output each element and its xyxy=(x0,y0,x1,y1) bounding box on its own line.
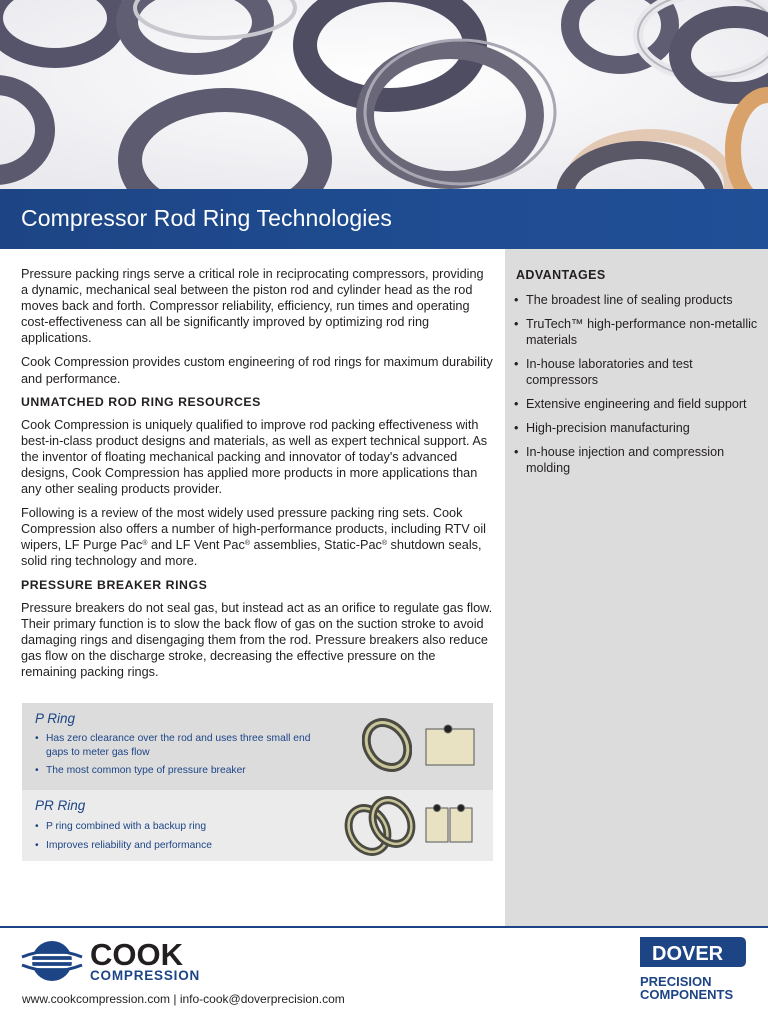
registered-mark: ® xyxy=(244,540,250,548)
advantage-item: • In-house injection and compression molding xyxy=(514,444,764,476)
advantage-item: • High-precision manufacturing xyxy=(514,420,764,436)
ring-bullet: • P ring combined with a backup ring xyxy=(35,820,335,834)
page-title: Compressor Rod Ring Technologies xyxy=(21,205,392,231)
dover-logo-mark xyxy=(640,937,750,1003)
hero-image xyxy=(0,0,768,190)
pr-ring-panel xyxy=(22,790,493,861)
ring-bullet: • The most common type of pressure breaker xyxy=(35,764,335,778)
p-ring-panel xyxy=(22,703,493,790)
advantage-text: TruTech™ high-performance non-metallic materials xyxy=(526,317,758,347)
dover-logo-text: DOVER xyxy=(652,943,724,965)
intro-paragraph: Pressure packing rings serve a critical role in reciprocating compressors, providing a dynamic, mechanical seal between the piston rod and cylinder head as the rod moves back and forth. Compressor reliability, efficiency, run times and operating cost-effectiveness can all be significantly improved by optimizing rod ring applications. xyxy=(21,267,484,346)
pr-ring-3d-icon xyxy=(344,794,418,858)
intro-paragraph: Cook Compression provides custom engineering of rod rings for maximum durability and performance. xyxy=(21,355,493,386)
rings-photo xyxy=(0,0,768,190)
section-heading: UNMATCHED ROD RING RESOURCES xyxy=(21,394,261,409)
dover-line2: COMPONENTS xyxy=(640,987,734,1002)
main-content xyxy=(21,266,493,688)
body-paragraph xyxy=(21,505,493,569)
p-ring-3d-icon xyxy=(362,717,412,773)
title-band xyxy=(0,189,768,249)
ring-title: P Ring xyxy=(35,711,76,726)
ring-bullet: • Has zero clearance over the rod and uses three small end gaps to meter gas flow xyxy=(35,732,335,759)
cook-compression-logo xyxy=(20,935,220,985)
pr-ring-section-icon xyxy=(424,802,476,846)
p-ring-section-icon xyxy=(424,721,476,767)
text-run: assemblies, Static-Pac xyxy=(249,538,382,553)
ring-bullet: • Improves reliability and performance xyxy=(35,839,335,853)
cook-logo-text: COOK xyxy=(90,937,183,972)
dover-logo xyxy=(640,937,750,1003)
dover-line1: PRECISION xyxy=(640,974,712,989)
registered-mark: ® xyxy=(381,540,388,548)
text-run: Following is a review of the most widely used pressure packing ring sets. Cook Compression also offers a number of high-performance products, including RTV oil wipers, LF Purge Pac xyxy=(21,506,486,553)
ring-title: PR Ring xyxy=(35,798,86,813)
advantages-heading: ADVANTAGES xyxy=(516,268,606,282)
advantage-item: • In-house laboratories and test compressors xyxy=(514,356,764,388)
advantage-item: • Extensive engineering and field support xyxy=(514,396,764,412)
footer-divider xyxy=(0,926,768,928)
section-heading: PRESSURE BREAKER RINGS xyxy=(21,577,208,592)
advantage-item: • The broadest line of sealing products xyxy=(514,292,764,308)
advantage-item xyxy=(514,316,764,348)
advantages-sidebar xyxy=(505,249,768,926)
text-run: and LF Vent Pac xyxy=(147,538,245,553)
cook-logo-mark xyxy=(20,935,220,985)
registered-mark: ® xyxy=(142,540,148,548)
body-paragraph: Cook Compression is uniquely qualified to improve rod packing effectiveness with best-in-class product designs and materials, as well as expert technical support. As the inventor of floating mechanical packing and innovator of today's advanced designs, Cook Compression has applied more products in more applications than any other sealing products provider. xyxy=(21,417,488,497)
ring-bullets xyxy=(35,732,335,783)
ring-bullets xyxy=(35,820,335,857)
body-paragraph: Pressure breakers do not seal gas, but instead act as an orifice to regulate gas flow. Their primary function is to slow the back flow of gas on the suction stroke to avoid damaging rings and disengaging them from the rod. Pressure breakers also reduce gas flow on the discharge stroke, decreasing the effective pressure on the remaining packing rings. xyxy=(21,600,493,679)
cook-logo-subtext: COMPRESSION xyxy=(90,968,201,983)
text-run: shutdown seals, solid ring technology and more. xyxy=(21,538,482,569)
footer-contact: www.cookcompression.com | info-cook@doverprecision.com xyxy=(22,992,345,1006)
advantages-list xyxy=(514,292,764,484)
